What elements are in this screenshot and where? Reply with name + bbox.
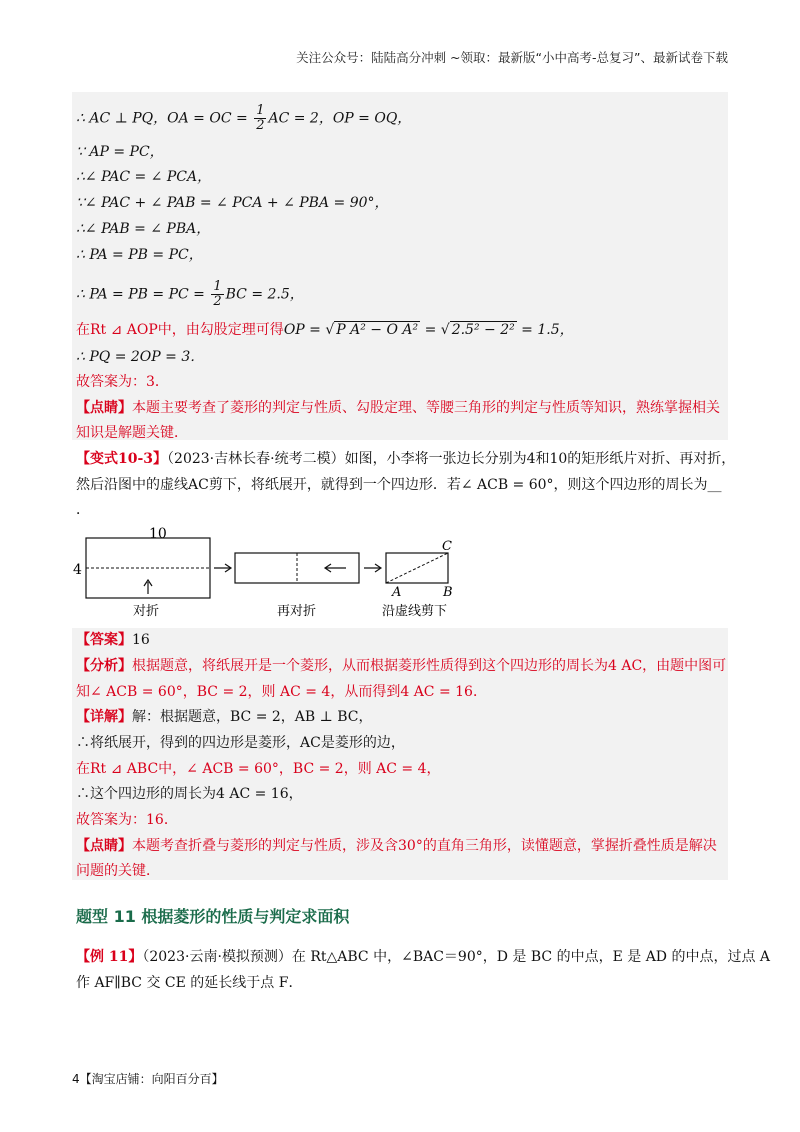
- detail-line-2: ∴将纸展开，得到的四边形是菱形，AC是菱形的边，: [76, 735, 405, 751]
- arrow-right-1: [214, 564, 231, 572]
- sol-a-line-11: 【点睛】本题主要考查了菱形的判定与性质、勾股定理、等腰三角形的判定与性质等知识，熟练掌握相关: [76, 400, 720, 416]
- detail-line-5: 故答案为：16．: [76, 812, 178, 828]
- sol-a-line-5: ∴∠ PAB = ∠ PBA，: [76, 221, 211, 237]
- sol-a-line-10: 故答案为：3．: [76, 374, 169, 390]
- sol-a-line-12: 知识是解题关键．: [76, 425, 188, 441]
- up-arrow: [144, 580, 152, 594]
- folding-figure: [70, 522, 490, 622]
- caption-fold-again: 再对折: [277, 604, 317, 619]
- analysis-line-1: 【分析】根据题意，将纸展开是一个菱形，从而根据菱形性质得到这个四边形的周长为4 AC，由题中图可: [76, 658, 727, 674]
- sol-a-line-2: ∵ AP = PC，: [76, 144, 164, 160]
- page-header: 关注公众号：陆陆高分冲刺 ~领取：最新版“小中高考-总复习”、最新试卷下载: [296, 50, 728, 65]
- sol-a-line-3: ∴∠ PAC = ∠ PCA，: [76, 169, 212, 185]
- answer-line: 【答案】16: [76, 632, 150, 648]
- left-arrow: [325, 564, 346, 572]
- solution-block-a: [72, 92, 728, 440]
- sol-a-line-8: 在Rt ⊿ AOP中，由勾股定理可得OP = √ P A² − O A² = √ 2.5² − 2² = 1.5，: [76, 322, 574, 338]
- example-line-1: 【例 11】（2023·云南·模拟预测）在 Rt△ABC 中，∠BAC＝90°，D 是 BC 的中点，E 是 AD 的中点，过点 A: [76, 949, 771, 965]
- arrow-right-2: [364, 564, 381, 572]
- sol-a-line-6: ∴ PA = PB = PC，: [76, 247, 203, 263]
- point-b: B: [443, 585, 453, 600]
- point-a: A: [392, 585, 402, 600]
- section-title: 题型 11 根据菱形的性质与判定求面积: [76, 907, 350, 926]
- fraction-half-2: $\frac{1}{2}$: [213, 279, 222, 309]
- dianjing-line-1: 【点睛】本题考查折叠与菱形的判定与性质，涉及含30°的直角三角形，读懂题意，掌握折叠性质是解决: [76, 838, 717, 854]
- detail-line-4: ∴这个四边形的周长为4 AC = 16，: [76, 786, 303, 802]
- example-line-2: 作 AF∥BC 交 CE 的延长线于点 F．: [76, 975, 303, 991]
- problem-line-2: 然后沿图中的虚线AC剪下，将纸展开，就得到一个四边形．若∠ ACB = 60°，则这个四边形的周长为__: [76, 477, 722, 493]
- problem-line-3: ．: [76, 502, 90, 518]
- sol-a-line-4: ∵∠ PAC + ∠ PAB = ∠ PCA + ∠ PBA = 90°，: [76, 195, 389, 211]
- point-c: C: [442, 539, 452, 554]
- height-label: 4: [73, 562, 82, 578]
- sol-a-line-9: ∴ PQ = 2OP = 3．: [76, 349, 205, 365]
- detail-line-3: 在Rt ⊿ ABC中，∠ ACB = 60°，BC = 2，则 AC = 4，: [76, 761, 441, 777]
- caption-cut: 沿虚线剪下: [382, 604, 448, 619]
- sol-a-line-7: ∴ PA = PB = PC = $\frac{1}{2}$ BC = 2.5，: [76, 279, 304, 309]
- problem-line-1: 【变式10-3】（2023·吉林长春·统考二模）如图，小李将一张边长分别为4和10的矩形纸片对折、再对折，: [76, 451, 736, 467]
- page-footer: 4【淘宝店铺：向阳百分百】: [72, 1072, 224, 1086]
- caption-fold: 对折: [133, 604, 160, 619]
- cut-line-ac: [386, 553, 448, 583]
- detail-line-1: 【详解】解：根据题意，BC = 2，AB ⊥ BC，: [76, 709, 373, 725]
- analysis-line-2: 知∠ ACB = 60°，BC = 2，则 AC = 4，从而得到4 AC = 16．: [76, 684, 487, 700]
- fraction-half-1: $\frac{1}{2}$: [256, 103, 265, 133]
- width-label: 10: [149, 526, 167, 542]
- sol-a-line-1: ∴ AC ⊥ PQ，OA = OC = $\frac{1}{2}$ AC = 2，OP = OQ，: [76, 103, 412, 133]
- dianjing-line-2: 问题的关键．: [76, 863, 160, 879]
